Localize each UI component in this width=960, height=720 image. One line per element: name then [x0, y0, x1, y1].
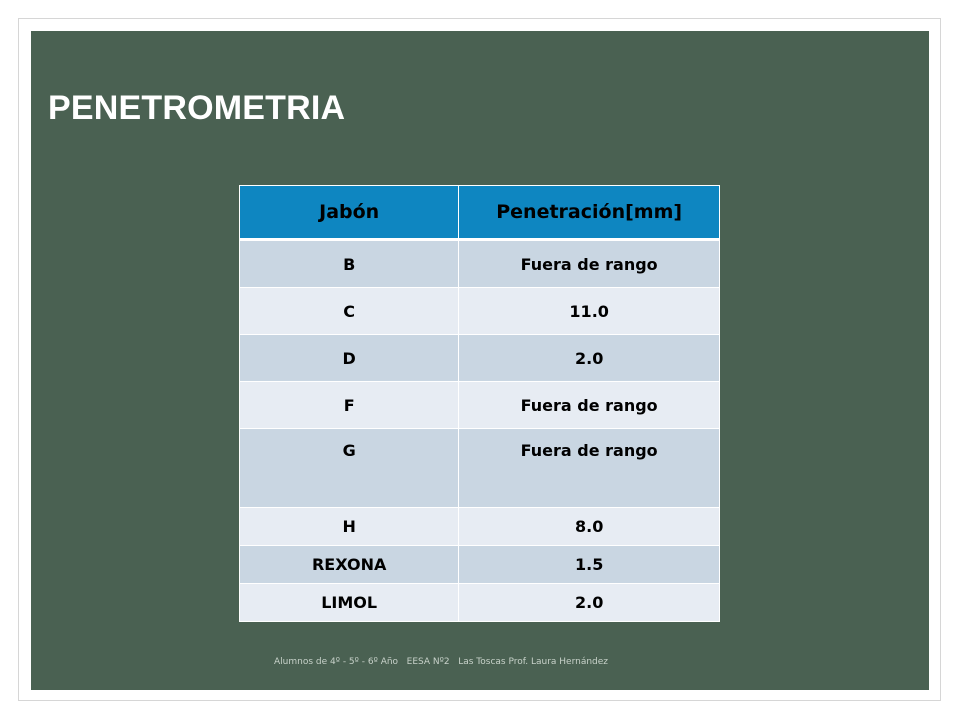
cell-soap: B — [240, 240, 459, 288]
cell-penetration: 8.0 — [459, 508, 720, 546]
header-soap: Jabón — [240, 186, 459, 240]
cell-soap: H — [240, 508, 459, 546]
table-row — [240, 584, 720, 622]
header-penetration: Penetración[mm] — [459, 186, 720, 240]
table-row — [240, 382, 720, 429]
table-row — [240, 240, 720, 288]
slide-title: PENETROMETRIA — [48, 89, 346, 127]
cell-penetration: Fuera de rango — [459, 382, 720, 429]
cell-penetration: Fuera de rango — [459, 429, 720, 508]
table-row — [240, 288, 720, 335]
cell-penetration: Fuera de rango — [459, 240, 720, 288]
cell-soap: LIMOL — [240, 584, 459, 622]
table-row — [240, 546, 720, 584]
table-header-row — [240, 186, 720, 240]
cell-soap: REXONA — [240, 546, 459, 584]
slide — [31, 31, 929, 690]
slide-footer: Alumnos de 4º - 5º - 6º Año EESA Nº2 Las Toscas Prof. Laura Hernández — [274, 657, 609, 667]
cell-soap: F — [240, 382, 459, 429]
cell-penetration: 2.0 — [459, 335, 720, 382]
cell-penetration: 2.0 — [459, 584, 720, 622]
table-row — [240, 508, 720, 546]
cell-penetration: 1.5 — [459, 546, 720, 584]
cell-penetration: 11.0 — [459, 288, 720, 335]
penetration-table — [239, 185, 720, 622]
cell-soap: D — [240, 335, 459, 382]
table-row — [240, 429, 720, 508]
cell-soap: G — [240, 429, 459, 508]
cell-soap: C — [240, 288, 459, 335]
table-row — [240, 335, 720, 382]
